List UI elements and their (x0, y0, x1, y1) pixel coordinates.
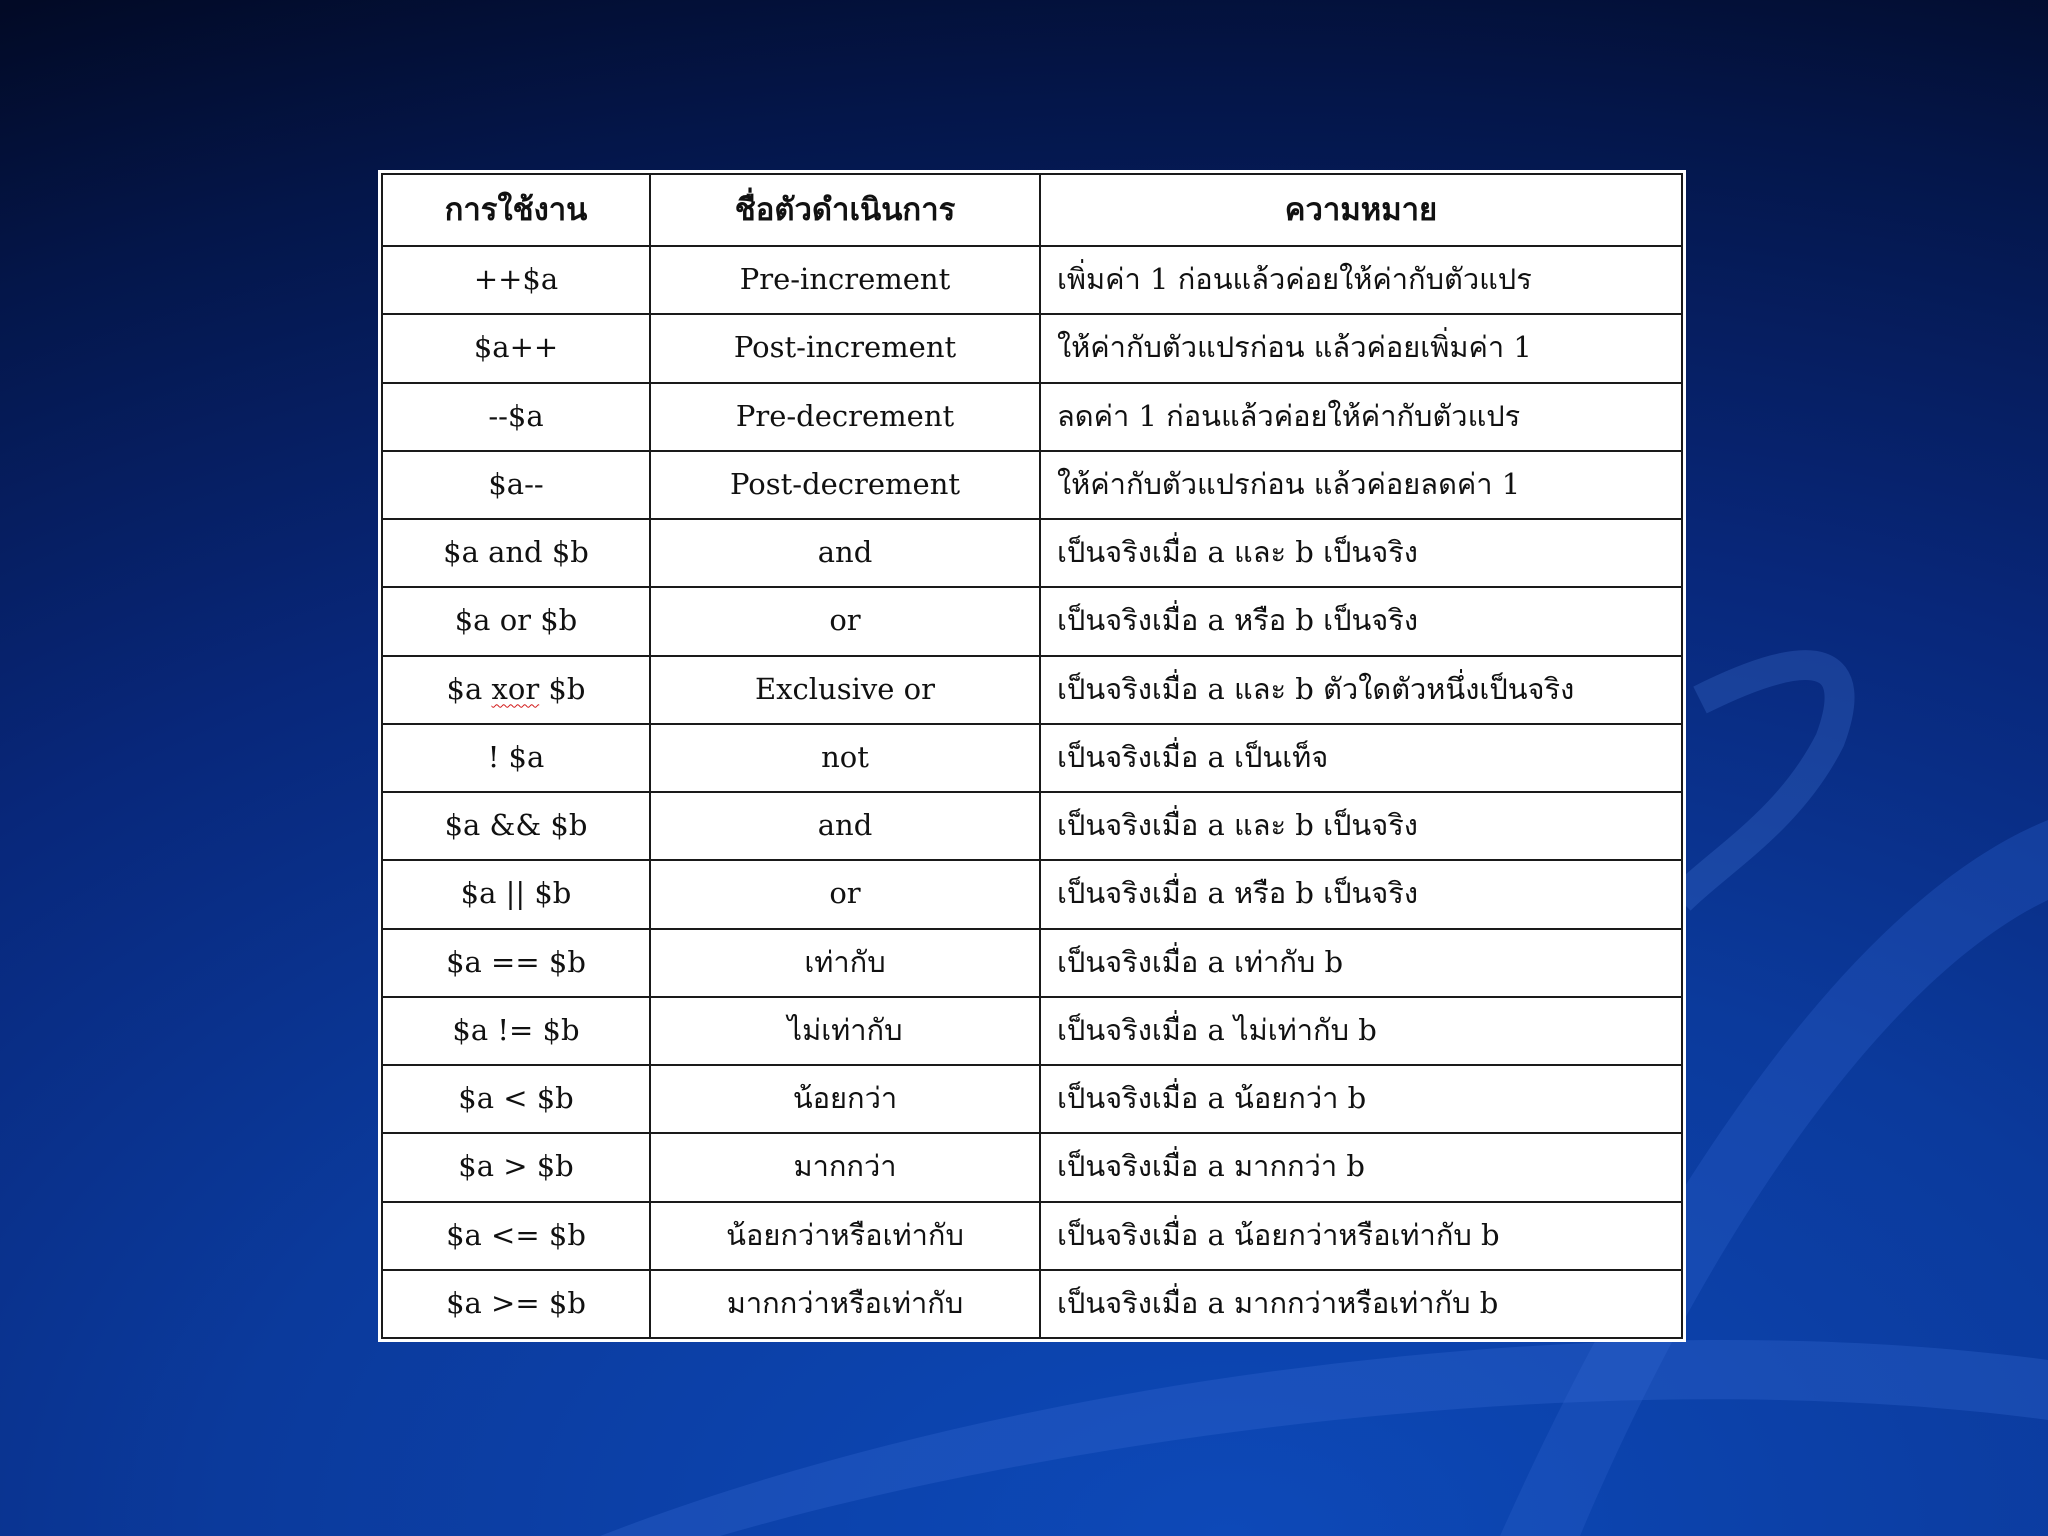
cell-usage (382, 1202, 650, 1270)
cell-operator-name: not (650, 724, 1040, 792)
cell-usage (382, 1065, 650, 1133)
usage-text-suffix: $b (539, 671, 586, 706)
cell-operator-name: Post-increment (650, 314, 1040, 382)
cell-operator-name: Post-decrement (650, 451, 1040, 519)
usage-text: ++$a (473, 262, 559, 297)
cell-meaning: เป็นจริงเมื่อ a ไม่เท่ากับ b (1040, 997, 1682, 1065)
cell-usage (382, 860, 650, 928)
cell-meaning: ลดค่า 1 ก่อนแล้วค่อยให้ค่ากับตัวแปร (1040, 383, 1682, 451)
cell-usage (382, 246, 650, 314)
usage-text: $a >= $b (446, 1285, 586, 1320)
usage-text: ! $a (487, 739, 545, 774)
header-meaning: ความหมาย (1040, 174, 1682, 246)
table-row (382, 519, 1682, 587)
cell-usage (382, 314, 650, 382)
operator-table-frame (378, 170, 1686, 1342)
cell-meaning: เป็นจริงเมื่อ a และ b เป็นจริง (1040, 792, 1682, 860)
cell-meaning: เป็นจริงเมื่อ a และ b ตัวใดตัวหนึ่งเป็นจริง (1040, 656, 1682, 724)
header-operator-name: ชื่อตัวดำเนินการ (650, 174, 1040, 246)
usage-text: $a <= $b (446, 1217, 586, 1252)
table-row (382, 860, 1682, 928)
usage-text: $a < $b (458, 1081, 574, 1116)
table-row (382, 656, 1682, 724)
cell-operator-name: and (650, 792, 1040, 860)
table-row (382, 246, 1682, 314)
usage-text: $a-- (488, 466, 544, 501)
cell-operator-name: ไม่เท่ากับ (650, 997, 1040, 1065)
cell-usage (382, 929, 650, 997)
cell-meaning: เป็นจริงเมื่อ a หรือ b เป็นจริง (1040, 860, 1682, 928)
table-row (382, 1202, 1682, 1270)
cell-meaning: ให้ค่ากับตัวแปรก่อน แล้วค่อยเพิ่มค่า 1 (1040, 314, 1682, 382)
usage-text: $a and $b (443, 535, 589, 570)
table-row (382, 929, 1682, 997)
cell-meaning: เป็นจริงเมื่อ a มากกว่าหรือเท่ากับ b (1040, 1270, 1682, 1338)
usage-text: $a or $b (454, 603, 578, 638)
cell-operator-name: มากกว่าหรือเท่ากับ (650, 1270, 1040, 1338)
table-row (382, 1270, 1682, 1338)
table-row (382, 451, 1682, 519)
cell-usage (382, 519, 650, 587)
cell-usage (382, 792, 650, 860)
cell-operator-name: มากกว่า (650, 1133, 1040, 1201)
cell-usage (382, 1133, 650, 1201)
cell-usage (382, 587, 650, 655)
cell-operator-name: น้อยกว่า (650, 1065, 1040, 1133)
cell-operator-name: น้อยกว่าหรือเท่ากับ (650, 1202, 1040, 1270)
header-usage: การใช้งาน (382, 174, 650, 246)
table-row (382, 314, 1682, 382)
cell-usage (382, 1270, 650, 1338)
table-row (382, 1065, 1682, 1133)
usage-text: $a++ (473, 330, 559, 365)
cell-meaning: เป็นจริงเมื่อ a น้อยกว่าหรือเท่ากับ b (1040, 1202, 1682, 1270)
usage-text: $a (446, 671, 492, 706)
usage-text: $a != $b (452, 1012, 580, 1047)
table-row (382, 383, 1682, 451)
cell-usage (382, 997, 650, 1065)
cell-operator-name: Exclusive or (650, 656, 1040, 724)
table-row (382, 724, 1682, 792)
usage-text: $a > $b (458, 1149, 574, 1184)
cell-operator-name: or (650, 860, 1040, 928)
operator-table (381, 173, 1683, 1339)
cell-operator-name: and (650, 519, 1040, 587)
table-row (382, 997, 1682, 1065)
usage-text: $a || $b (460, 876, 572, 911)
cell-operator-name: เท่ากับ (650, 929, 1040, 997)
cell-meaning: เป็นจริงเมื่อ a น้อยกว่า b (1040, 1065, 1682, 1133)
cell-usage (382, 656, 650, 724)
cell-operator-name: Pre-increment (650, 246, 1040, 314)
cell-meaning: เป็นจริงเมื่อ a และ b เป็นจริง (1040, 519, 1682, 587)
cell-operator-name: Pre-decrement (650, 383, 1040, 451)
table-header-row (382, 174, 1682, 246)
cell-meaning: ให้ค่ากับตัวแปรก่อน แล้วค่อยลดค่า 1 (1040, 451, 1682, 519)
usage-text: $a == $b (446, 944, 586, 979)
cell-usage (382, 383, 650, 451)
cell-usage (382, 451, 650, 519)
cell-operator-name: or (650, 587, 1040, 655)
table-row (382, 587, 1682, 655)
cell-usage (382, 724, 650, 792)
usage-text: --$a (488, 398, 544, 433)
cell-meaning: เพิ่มค่า 1 ก่อนแล้วค่อยให้ค่ากับตัวแปร (1040, 246, 1682, 314)
usage-text-spellcheck-flagged: xor (491, 671, 540, 706)
cell-meaning: เป็นจริงเมื่อ a มากกว่า b (1040, 1133, 1682, 1201)
cell-meaning: เป็นจริงเมื่อ a หรือ b เป็นจริง (1040, 587, 1682, 655)
table-row (382, 792, 1682, 860)
usage-text: $a && $b (444, 808, 588, 843)
cell-meaning: เป็นจริงเมื่อ a เป็นเท็จ (1040, 724, 1682, 792)
cell-meaning: เป็นจริงเมื่อ a เท่ากับ b (1040, 929, 1682, 997)
table-body (382, 246, 1682, 1338)
table-row (382, 1133, 1682, 1201)
